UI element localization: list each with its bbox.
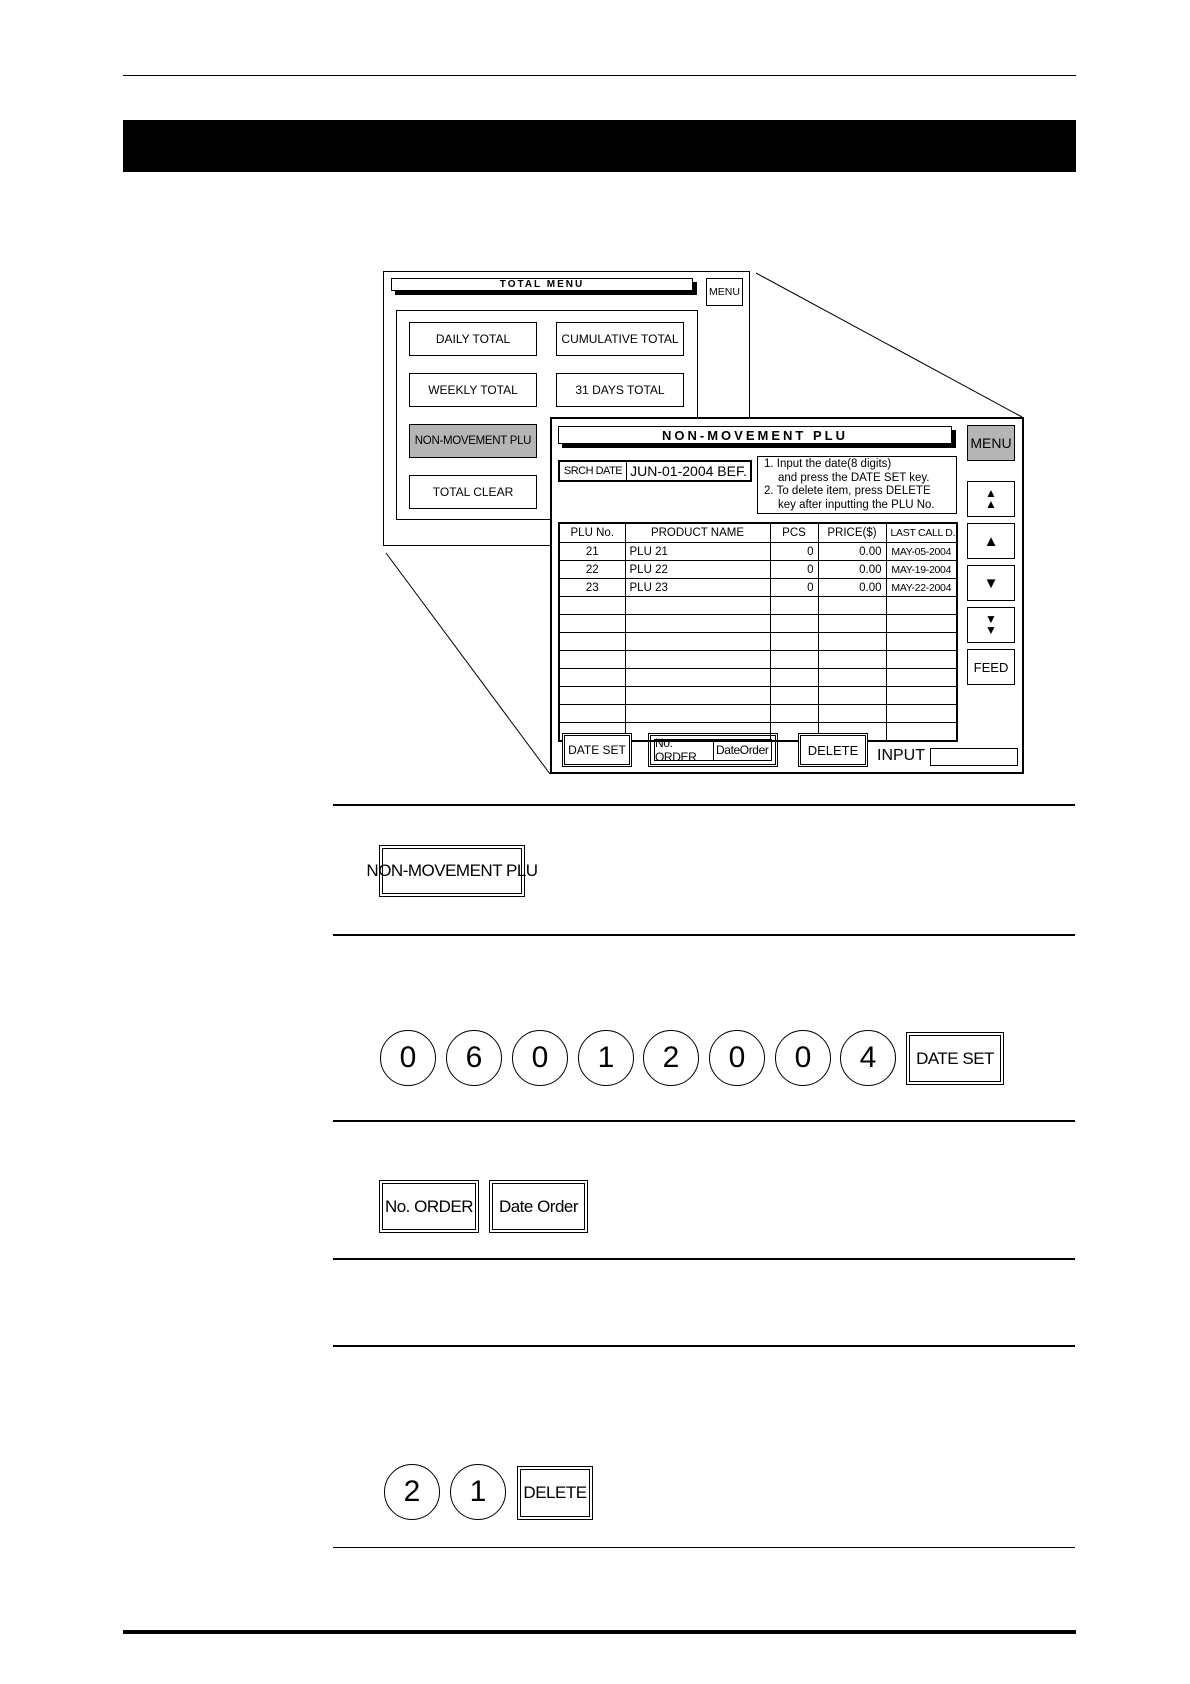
delete-button[interactable]: DELETE [798, 733, 868, 767]
digit-key: 2 [643, 1030, 699, 1086]
table-row-empty [559, 633, 957, 651]
section-rule [333, 1547, 1075, 1548]
digit-key: 0 [775, 1030, 831, 1086]
instructions-box [757, 456, 957, 514]
step3-date-order-key: Date Order [489, 1180, 588, 1233]
weekly-total-button[interactable]: WEEKLY TOTAL [409, 373, 537, 407]
date-order-button[interactable]: DateOrder [714, 739, 773, 761]
cell-pcs: 0 [770, 579, 818, 597]
cell-name: PLU 23 [625, 579, 770, 597]
table-row-empty [559, 615, 957, 633]
input-label: INPUT [877, 747, 925, 764]
table-row[interactable] [559, 561, 957, 579]
table-row[interactable] [559, 579, 957, 597]
table-row-empty [559, 651, 957, 669]
search-date-box [558, 460, 752, 482]
scroll-down-button[interactable]: ▼ [967, 565, 1015, 601]
col-pcs: PCS [770, 523, 818, 543]
digit-key: 0 [512, 1030, 568, 1086]
non-movement-menu-button[interactable]: MENU [967, 425, 1015, 461]
col-plu-no: PLU No. [559, 523, 625, 543]
scroll-up-button[interactable]: ▲ [967, 523, 1015, 559]
table-row-empty [559, 705, 957, 723]
cell-price: 0.00 [818, 561, 886, 579]
date-set-button[interactable]: DATE SET [562, 733, 632, 767]
section-rule [333, 1120, 1075, 1122]
table-row-empty [559, 687, 957, 705]
search-date-value: JUN-01-2004 BEF. [630, 463, 747, 479]
table-row-empty [559, 669, 957, 687]
table-header-row [559, 523, 957, 543]
step3-no-order-key: No. ORDER [379, 1180, 479, 1233]
digit-key: 6 [446, 1030, 502, 1086]
page-down-button[interactable]: ▼ ▼ [967, 607, 1015, 643]
31-days-total-button[interactable]: 31 DAYS TOTAL [556, 373, 684, 407]
cell-plu: 23 [559, 579, 625, 597]
cell-plu: 22 [559, 561, 625, 579]
section-rule [333, 1258, 1075, 1260]
col-price: PRICE($) [818, 523, 886, 543]
digit-key: 0 [709, 1030, 765, 1086]
step1-non-movement-plu-key: NON-MOVEMENT PLU [379, 845, 525, 897]
col-product-name: PRODUCT NAME [625, 523, 770, 543]
digit-key: 1 [450, 1464, 506, 1520]
order-toggle [648, 733, 778, 767]
total-menu-title: TOTAL MENU [391, 278, 693, 291]
cell-name: PLU 22 [625, 561, 770, 579]
instruction-line: key after inputting the PLU No. [778, 498, 935, 511]
table-row-empty [559, 597, 957, 615]
cell-price: 0.00 [818, 543, 886, 561]
daily-total-button[interactable]: DAILY TOTAL [409, 322, 537, 356]
non-movement-title: NON-MOVEMENT PLU [558, 426, 952, 444]
non-movement-plu-button[interactable]: NON-MOVEMENT PLU [409, 424, 537, 458]
input-field[interactable] [930, 748, 1018, 766]
instruction-line: 2. To delete item, press DELETE [764, 485, 931, 497]
cumulative-total-button[interactable]: CUMULATIVE TOTAL [556, 322, 684, 356]
section-rule [333, 934, 1075, 936]
total-menu-menu-button[interactable]: MENU [706, 278, 743, 306]
cell-price: 0.00 [818, 579, 886, 597]
cell-plu: 21 [559, 543, 625, 561]
cell-pcs: 0 [770, 561, 818, 579]
cell-date: MAY-19-2004 [886, 561, 957, 579]
cell-date: MAY-05-2004 [886, 543, 957, 561]
plu-table [558, 522, 958, 742]
digit-key: 1 [578, 1030, 634, 1086]
table-row[interactable] [559, 543, 957, 561]
section-rule [333, 804, 1075, 806]
section-rule [333, 1345, 1075, 1347]
page-up-button[interactable]: ▲ ▲ [967, 481, 1015, 517]
digit-key: 4 [840, 1030, 896, 1086]
feed-button[interactable]: FEED [967, 649, 1015, 685]
cell-pcs: 0 [770, 543, 818, 561]
footer-rule [123, 1630, 1076, 1634]
search-date-label: SRCH DATE [560, 462, 627, 480]
cell-date: MAY-22-2004 [886, 579, 957, 597]
col-last-call-date: LAST CALL D. [886, 523, 957, 543]
step5-delete-key: DELETE [517, 1466, 593, 1520]
cell-name: PLU 21 [625, 543, 770, 561]
step2-date-set-key: DATE SET [906, 1032, 1004, 1085]
no-order-button[interactable]: No. ORDER [654, 739, 714, 761]
digit-key: 0 [380, 1030, 436, 1086]
total-clear-button[interactable]: TOTAL CLEAR [409, 475, 537, 509]
digit-key: 2 [384, 1464, 440, 1520]
instruction-line: and press the DATE SET key. [778, 471, 930, 484]
instruction-line: 1. Input the date(8 digits) [764, 458, 892, 470]
